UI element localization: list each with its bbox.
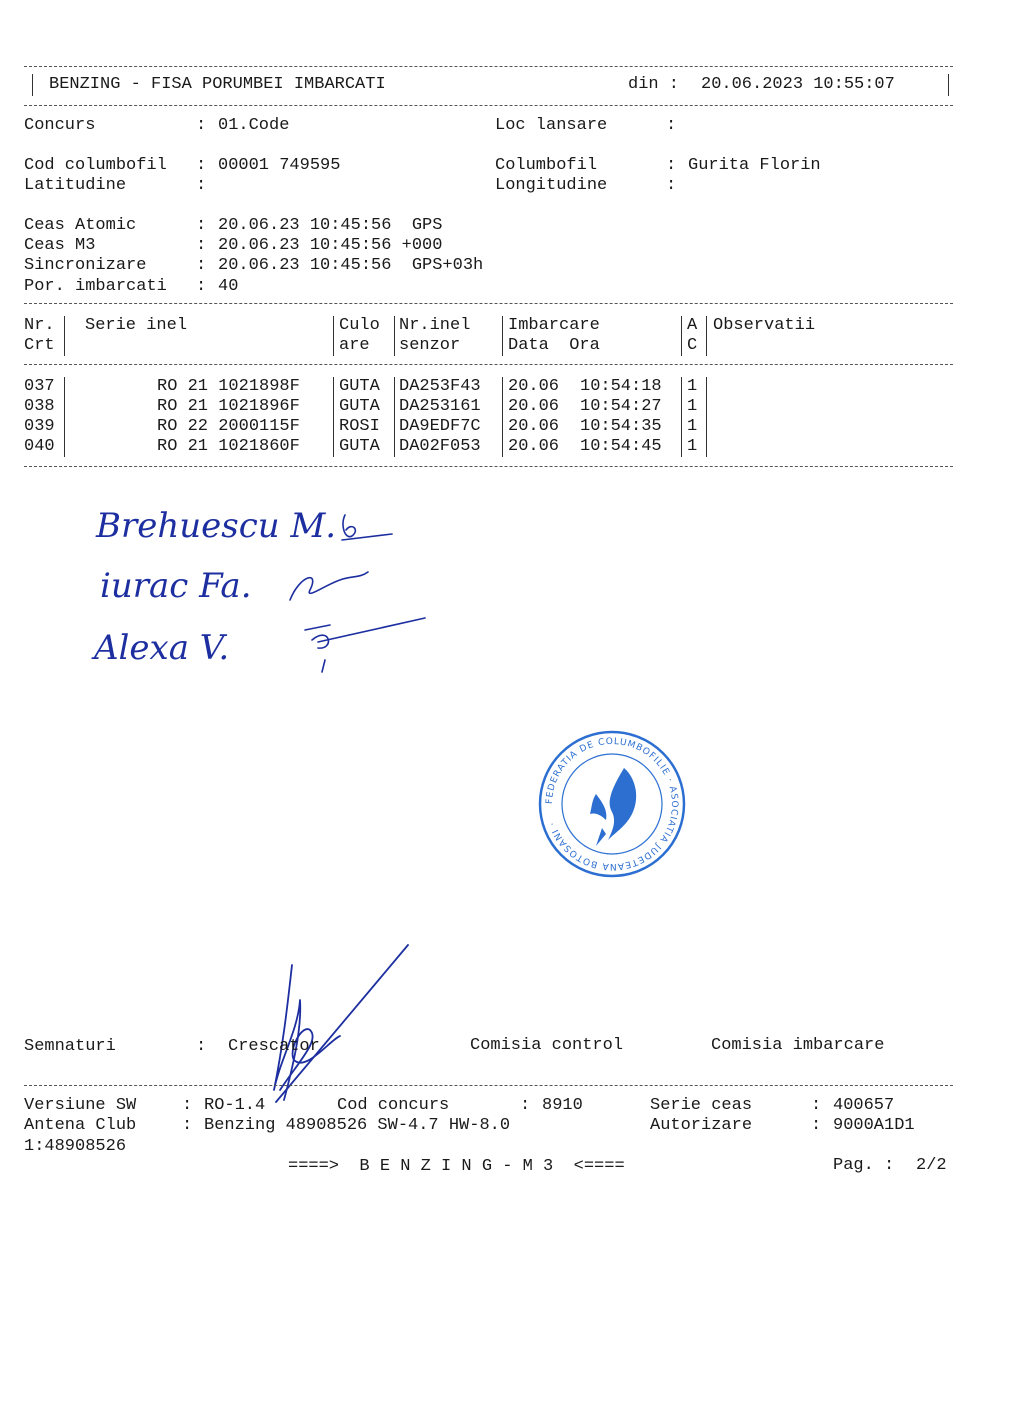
- col-senzor-header-1: Nr.inel: [399, 316, 471, 335]
- col-senzor-header-2: senzor: [399, 336, 461, 355]
- loc-lansare-label: Loc lansare: [495, 116, 608, 135]
- sincronizare-label: Sincronizare: [24, 256, 147, 275]
- cell-senzor: DA02F053: [399, 437, 481, 456]
- date-value: 20.06.2023 10:55:07: [701, 75, 895, 94]
- cell-serie: RO 21 1021860F: [157, 437, 300, 456]
- colon: :: [196, 1037, 207, 1056]
- longitudine-label: Longitudine: [495, 176, 608, 195]
- cell-culoare: GUTA: [339, 437, 380, 456]
- versiune-label: Versiune SW: [24, 1096, 137, 1115]
- cell-ora: 10:54:18: [580, 377, 662, 396]
- antena-value: Benzing 48908526 SW-4.7 HW-8.0: [204, 1116, 511, 1135]
- col-culoare-header-2: are: [339, 336, 370, 355]
- columbofil-label: Columbofil: [495, 156, 598, 175]
- cod-columbofil-value: 00001 749595: [218, 156, 341, 175]
- col-ac-header-2: C: [687, 336, 698, 355]
- antena-id: 1:48908526: [24, 1137, 127, 1156]
- date-label: din :: [628, 75, 680, 94]
- concurs-value: 01.Code: [218, 116, 290, 135]
- cod-concurs-label: Cod concurs: [337, 1096, 450, 1115]
- col-nr-header-2: Crt: [24, 336, 55, 355]
- colon: :: [182, 1096, 193, 1115]
- stamp-ring-text: FEDERATIA DE COLUMBOFILIE · ASOCIATIA JUDETEANA BOTOSANI ·: [544, 736, 680, 872]
- cell-serie: RO 21 1021896F: [157, 397, 300, 416]
- cell-nr: 037: [24, 377, 55, 396]
- cell-senzor: DA253161: [399, 397, 481, 416]
- cell-serie: RO 21 1021898F: [157, 377, 300, 396]
- col-observatii-header: Observatii: [713, 316, 816, 335]
- crescator-signature: [240, 940, 430, 1120]
- document-title: BENZING - FISA PORUMBEI IMBARCATI: [49, 75, 386, 94]
- ceas-m3-value: 20.06.23 10:45:56 +000: [218, 236, 443, 255]
- por-imbarcati-label: Por. imbarcati: [24, 277, 167, 296]
- colon: :: [196, 176, 207, 195]
- colon: :: [666, 116, 677, 135]
- page-number: 2/2: [916, 1156, 947, 1175]
- cell-serie: RO 22 2000115F: [157, 417, 300, 436]
- col-serie-header: Serie inel: [85, 316, 188, 335]
- cod-concurs-value: 8910: [542, 1096, 583, 1115]
- sincronizare-value: 20.06.23 10:45:56 GPS+03h: [218, 256, 484, 275]
- cell-culoare: ROSI: [339, 417, 380, 436]
- brand-line: ====> B E N Z I N G - M 3 <====: [288, 1157, 625, 1176]
- cell-nr: 039: [24, 417, 55, 436]
- autorizare-label: Autorizare: [650, 1116, 753, 1135]
- handwritten-name-2: iurac Fa.: [100, 566, 252, 606]
- columbofil-value: Gurita Florin: [688, 156, 821, 175]
- ceas-m3-label: Ceas M3: [24, 236, 96, 255]
- por-imbarcati-value: 40: [218, 277, 239, 296]
- col-imbarcare-header-1: Imbarcare: [508, 316, 600, 335]
- handwritten-name-3: Alexa V.: [94, 628, 230, 668]
- colon: :: [196, 156, 207, 175]
- seal-stamp: [536, 728, 688, 880]
- cell-data: 20.06: [508, 417, 560, 436]
- ceas-atomic-label: Ceas Atomic: [24, 216, 137, 235]
- serie-ceas-label: Serie ceas: [650, 1096, 753, 1115]
- crescator-label: Crescator: [228, 1037, 320, 1056]
- col-imbarcare-header-2: Data Ora: [508, 336, 600, 355]
- cell-data: 20.06: [508, 397, 560, 416]
- cell-data: 20.06: [508, 437, 560, 456]
- col-ac-header-1: A: [687, 316, 698, 335]
- cell-ac: 1: [687, 437, 698, 456]
- cell-ac: 1: [687, 417, 698, 436]
- semnaturi-label: Semnaturi: [24, 1037, 116, 1056]
- cell-senzor: DA9EDF7C: [399, 417, 481, 436]
- cell-ac: 1: [687, 397, 698, 416]
- cod-columbofil-label: Cod columbofil: [24, 156, 167, 175]
- colon: :: [196, 216, 207, 235]
- colon: :: [666, 156, 677, 175]
- cell-nr: 040: [24, 437, 55, 456]
- autorizare-value: 9000A1D1: [833, 1116, 915, 1135]
- colon: :: [196, 277, 207, 296]
- cell-nr: 038: [24, 397, 55, 416]
- cell-culoare: GUTA: [339, 397, 380, 416]
- ceas-atomic-value: 20.06.23 10:45:56 GPS: [218, 216, 443, 235]
- cell-data: 20.06: [508, 377, 560, 396]
- cell-ac: 1: [687, 377, 698, 396]
- col-nr-header-1: Nr.: [24, 316, 55, 335]
- colon: :: [666, 176, 677, 195]
- serie-ceas-value: 400657: [833, 1096, 895, 1115]
- cell-ora: 10:54:45: [580, 437, 662, 456]
- comisia-control-label: Comisia control: [470, 1036, 624, 1055]
- antena-label: Antena Club: [24, 1116, 137, 1135]
- comisia-imbarcare-label: Comisia imbarcare: [711, 1036, 885, 1055]
- colon: :: [196, 256, 207, 275]
- concurs-label: Concurs: [24, 116, 96, 135]
- versiune-value: RO-1.4: [204, 1096, 266, 1115]
- cell-ora: 10:54:35: [580, 417, 662, 436]
- colon: :: [811, 1116, 822, 1135]
- page-label: Pag. :: [833, 1156, 895, 1175]
- latitudine-label: Latitudine: [24, 176, 127, 195]
- colon: :: [196, 236, 207, 255]
- handwritten-name-1: Brehuescu M.: [96, 506, 337, 546]
- cell-ora: 10:54:27: [580, 397, 662, 416]
- colon: :: [520, 1096, 531, 1115]
- colon: :: [811, 1096, 822, 1115]
- cell-culoare: GUTA: [339, 377, 380, 396]
- col-culoare-header-1: Culo: [339, 316, 380, 335]
- colon: :: [182, 1116, 193, 1135]
- rule-footer-top: [24, 1085, 953, 1086]
- colon: :: [196, 116, 207, 135]
- cell-senzor: DA253F43: [399, 377, 481, 396]
